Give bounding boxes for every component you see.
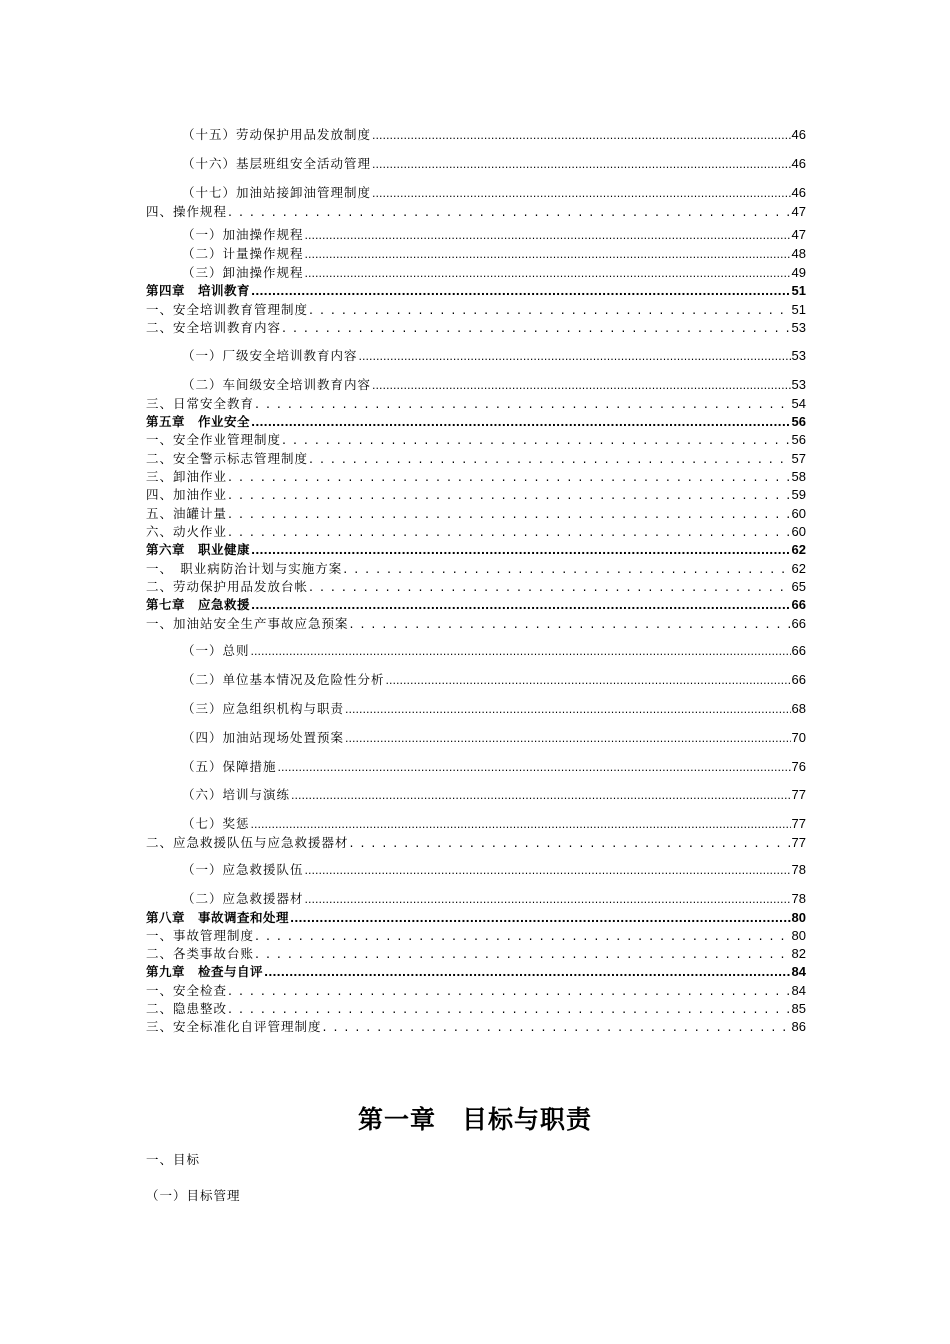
toc-leader xyxy=(305,862,791,879)
toc-entry-label: 一、 职业病防治计划与实施方案 xyxy=(146,561,343,576)
toc-entry-label: 三、卸油作业 xyxy=(146,469,228,484)
toc-entry[interactable] xyxy=(182,265,806,281)
toc-leader xyxy=(264,964,791,981)
toc-entry-label: （二）计量操作规程 xyxy=(182,246,304,261)
toc-entry[interactable] xyxy=(182,701,806,717)
toc-leader xyxy=(372,185,791,202)
toc-leader xyxy=(255,928,791,944)
toc-entry-page: 62 xyxy=(791,561,806,576)
toc-leader xyxy=(345,701,791,718)
toc-entry-label: 第五章 作业安全 xyxy=(146,414,251,429)
toc-leader xyxy=(251,597,791,614)
toc-entry-label: （五）保障措施 xyxy=(182,759,277,774)
toc-entry-label: 第九章 检查与自评 xyxy=(146,964,264,979)
toc-leader xyxy=(255,946,791,962)
toc-entry[interactable] xyxy=(146,561,806,577)
toc-entry-page: 78 xyxy=(791,862,806,877)
toc-entry-page: 56 xyxy=(791,414,806,429)
toc-leader xyxy=(372,127,791,144)
toc-entry[interactable] xyxy=(146,524,806,540)
toc-entry-page: 53 xyxy=(791,377,806,392)
toc-leader xyxy=(251,816,791,833)
toc-entry[interactable] xyxy=(182,127,806,143)
toc-entry-page: 62 xyxy=(791,542,806,557)
subsection-heading: （一）目标管理 xyxy=(146,1188,241,1203)
toc-entry-page: 53 xyxy=(791,320,806,335)
toc-entry-label: 三、安全标准化自评管理制度 xyxy=(146,1019,322,1034)
toc-entry[interactable] xyxy=(182,348,806,364)
toc-chapter-entry[interactable] xyxy=(146,542,806,558)
toc-leader xyxy=(305,227,791,244)
toc-entry[interactable] xyxy=(146,579,806,595)
toc-entry-label: 五、油罐计量 xyxy=(146,506,228,521)
toc-entry-page: 51 xyxy=(791,302,806,317)
toc-leader xyxy=(255,396,791,412)
toc-entry[interactable] xyxy=(146,946,806,962)
toc-entry-label: 二、隐患整改 xyxy=(146,1001,228,1016)
toc-leader xyxy=(290,910,791,927)
toc-entry[interactable] xyxy=(182,185,806,201)
toc-entry-page: 84 xyxy=(791,983,806,998)
toc-leader xyxy=(251,542,791,559)
toc-entry-label: （二）车间级安全培训教育内容 xyxy=(182,377,372,392)
toc-entry-label: 第八章 事故调查和处理 xyxy=(146,910,290,925)
toc-entry[interactable] xyxy=(146,506,806,522)
toc-entry-label: 一、加油站安全生产事故应急预案 xyxy=(146,616,349,631)
toc-leader xyxy=(282,320,791,336)
toc-entry[interactable] xyxy=(146,616,806,632)
toc-entry-page: 56 xyxy=(791,432,806,447)
toc-entry-page: 47 xyxy=(791,204,806,219)
toc-leader xyxy=(343,561,790,577)
toc-entry[interactable] xyxy=(182,787,806,803)
toc-entry-page: 77 xyxy=(791,835,806,850)
toc-entry-page: 65 xyxy=(791,579,806,594)
toc-entry-label: 二、安全培训教育内容 xyxy=(146,320,282,335)
toc-entry[interactable] xyxy=(146,1019,806,1035)
toc-entry-page: 66 xyxy=(791,643,806,658)
toc-entry[interactable] xyxy=(182,156,806,172)
toc-entry-label: 第七章 应急救援 xyxy=(146,597,251,612)
toc-leader xyxy=(282,432,791,448)
toc-entry[interactable] xyxy=(146,487,806,503)
toc-entry-label: （十五）劳动保护用品发放制度 xyxy=(182,127,372,142)
toc-leader xyxy=(350,835,791,851)
toc-leader xyxy=(309,451,791,467)
toc-entry-label: 一、事故管理制度 xyxy=(146,928,255,943)
toc-leader xyxy=(251,643,791,660)
toc-entry[interactable] xyxy=(146,1001,806,1017)
toc-leader xyxy=(305,246,791,263)
toc-entry[interactable] xyxy=(146,302,806,318)
toc-leader xyxy=(359,348,791,365)
toc-entry-page: 68 xyxy=(791,701,806,716)
toc-leader xyxy=(386,672,791,689)
toc-entry-label: 第六章 职业健康 xyxy=(146,542,251,557)
toc-entry[interactable] xyxy=(146,320,806,336)
toc-entry-page: 85 xyxy=(791,1001,806,1016)
toc-entry-page: 77 xyxy=(791,787,806,802)
toc-entry[interactable] xyxy=(182,246,806,262)
toc-leader xyxy=(228,506,791,522)
toc-entry[interactable] xyxy=(146,983,806,999)
toc-entry-page: 46 xyxy=(791,127,806,142)
toc-entry-label: 六、动火作业 xyxy=(146,524,228,539)
toc-entry[interactable] xyxy=(182,759,806,775)
toc-entry[interactable] xyxy=(146,204,806,220)
toc-leader xyxy=(309,302,791,318)
toc-entry-label: 二、劳动保护用品发放台帐 xyxy=(146,579,309,594)
toc-entry-label: 三、日常安全教育 xyxy=(146,396,255,411)
toc-chapter-entry[interactable] xyxy=(146,910,806,926)
toc-entry-page: 53 xyxy=(791,348,806,363)
toc-entry-label: 二、安全警示标志管理制度 xyxy=(146,451,309,466)
toc-entry-page: 86 xyxy=(791,1019,806,1034)
toc-entry[interactable] xyxy=(146,928,806,944)
toc-entry-page: 60 xyxy=(791,524,806,539)
toc-chapter-entry[interactable] xyxy=(146,414,806,430)
toc-leader xyxy=(305,265,791,282)
toc-leader xyxy=(372,377,791,394)
toc-entry-label: 一、安全培训教育管理制度 xyxy=(146,302,309,317)
toc-entry[interactable] xyxy=(182,816,806,832)
toc-entry-page: 80 xyxy=(791,928,806,943)
toc-entry-label: （十六）基层班组安全活动管理 xyxy=(182,156,372,171)
toc-entry-label: （四）加油站现场处置预案 xyxy=(182,730,345,745)
toc-entry[interactable] xyxy=(146,469,806,485)
toc-entry[interactable] xyxy=(182,730,806,746)
toc-entry-page: 47 xyxy=(791,227,806,242)
toc-leader xyxy=(372,156,791,173)
toc-entry-page: 78 xyxy=(791,891,806,906)
toc-entry-page: 46 xyxy=(791,156,806,171)
toc-entry-page: 51 xyxy=(791,283,806,298)
toc-entry-label: 四、加油作业 xyxy=(146,487,228,502)
toc-chapter-entry[interactable] xyxy=(146,283,806,299)
toc-leader xyxy=(305,891,791,908)
toc-entry[interactable] xyxy=(182,643,806,659)
toc-leader xyxy=(228,524,791,540)
toc-entry-label: 二、各类事故台账 xyxy=(146,946,255,961)
toc-leader xyxy=(228,469,791,485)
toc-entry-page: 66 xyxy=(791,597,806,612)
toc-entry-label: （二）单位基本情况及危险性分析 xyxy=(182,672,385,687)
toc-chapter-entry[interactable] xyxy=(146,597,806,613)
toc-leader xyxy=(228,1001,791,1017)
toc-entry-label: （一）加油操作规程 xyxy=(182,227,304,242)
toc-entry[interactable] xyxy=(182,672,806,688)
toc-entry-label: 一、安全作业管理制度 xyxy=(146,432,282,447)
toc-leader xyxy=(228,204,791,220)
toc-entry-page: 66 xyxy=(791,616,806,631)
toc-entry[interactable] xyxy=(182,227,806,243)
toc-entry[interactable] xyxy=(182,862,806,878)
toc-leader xyxy=(350,616,791,632)
toc-entry-label: （一）厂级安全培训教育内容 xyxy=(182,348,358,363)
toc-entry-page: 54 xyxy=(791,396,806,411)
toc-entry-page: 77 xyxy=(791,816,806,831)
toc-entry-label: （三）应急组织机构与职责 xyxy=(182,701,345,716)
toc-entry[interactable] xyxy=(146,432,806,448)
toc-entry-page: 70 xyxy=(791,730,806,745)
toc-entry-label: （二）应急救援器材 xyxy=(182,891,304,906)
toc-entry-label: （十七）加油站接卸油管理制度 xyxy=(182,185,372,200)
toc-entry-label: 四、操作规程 xyxy=(146,204,228,219)
toc-entry-page: 46 xyxy=(791,185,806,200)
toc-leader xyxy=(251,283,791,300)
toc-entry[interactable] xyxy=(182,377,806,393)
toc-entry-page: 48 xyxy=(791,246,806,261)
chapter-title: 第一章 目标与职责 xyxy=(357,1105,592,1134)
toc-entry-page: 58 xyxy=(791,469,806,484)
toc-entry-page: 80 xyxy=(791,910,806,925)
toc-entry[interactable] xyxy=(146,396,806,412)
toc-leader xyxy=(228,983,791,999)
toc-entry[interactable] xyxy=(182,891,806,907)
toc-leader xyxy=(323,1019,791,1035)
toc-entry-label: 二、应急救援队伍与应急救援器材 xyxy=(146,835,349,850)
toc-entry-page: 82 xyxy=(791,946,806,961)
toc-entry-label: （一）总则 xyxy=(182,643,250,658)
toc-chapter-entry[interactable] xyxy=(146,964,806,980)
toc-leader xyxy=(278,759,791,776)
toc-entry-label: （一）应急救援队伍 xyxy=(182,862,304,877)
section-heading: 一、目标 xyxy=(146,1152,201,1167)
toc-entry-label: （七）奖惩 xyxy=(182,816,250,831)
toc-leader xyxy=(345,730,791,747)
toc-entry-label: 第四章 培训教育 xyxy=(146,283,251,298)
toc-entry-page: 49 xyxy=(791,265,806,280)
toc-leader xyxy=(291,787,791,804)
toc-entry[interactable] xyxy=(146,835,806,851)
toc-entry-label: 一、安全检查 xyxy=(146,983,228,998)
toc-leader xyxy=(228,487,791,503)
toc-leader xyxy=(251,414,791,431)
toc-entry-page: 60 xyxy=(791,506,806,521)
toc-entry-page: 76 xyxy=(791,759,806,774)
toc-entry-page: 57 xyxy=(791,451,806,466)
toc-entry-page: 59 xyxy=(791,487,806,502)
toc-entry-label: （六）培训与演练 xyxy=(182,787,291,802)
toc-entry-page: 84 xyxy=(791,964,806,979)
toc-leader xyxy=(309,579,791,595)
toc-entry-label: （三）卸油操作规程 xyxy=(182,265,304,280)
toc-entry-page: 66 xyxy=(791,672,806,687)
toc-entry[interactable] xyxy=(146,451,806,467)
